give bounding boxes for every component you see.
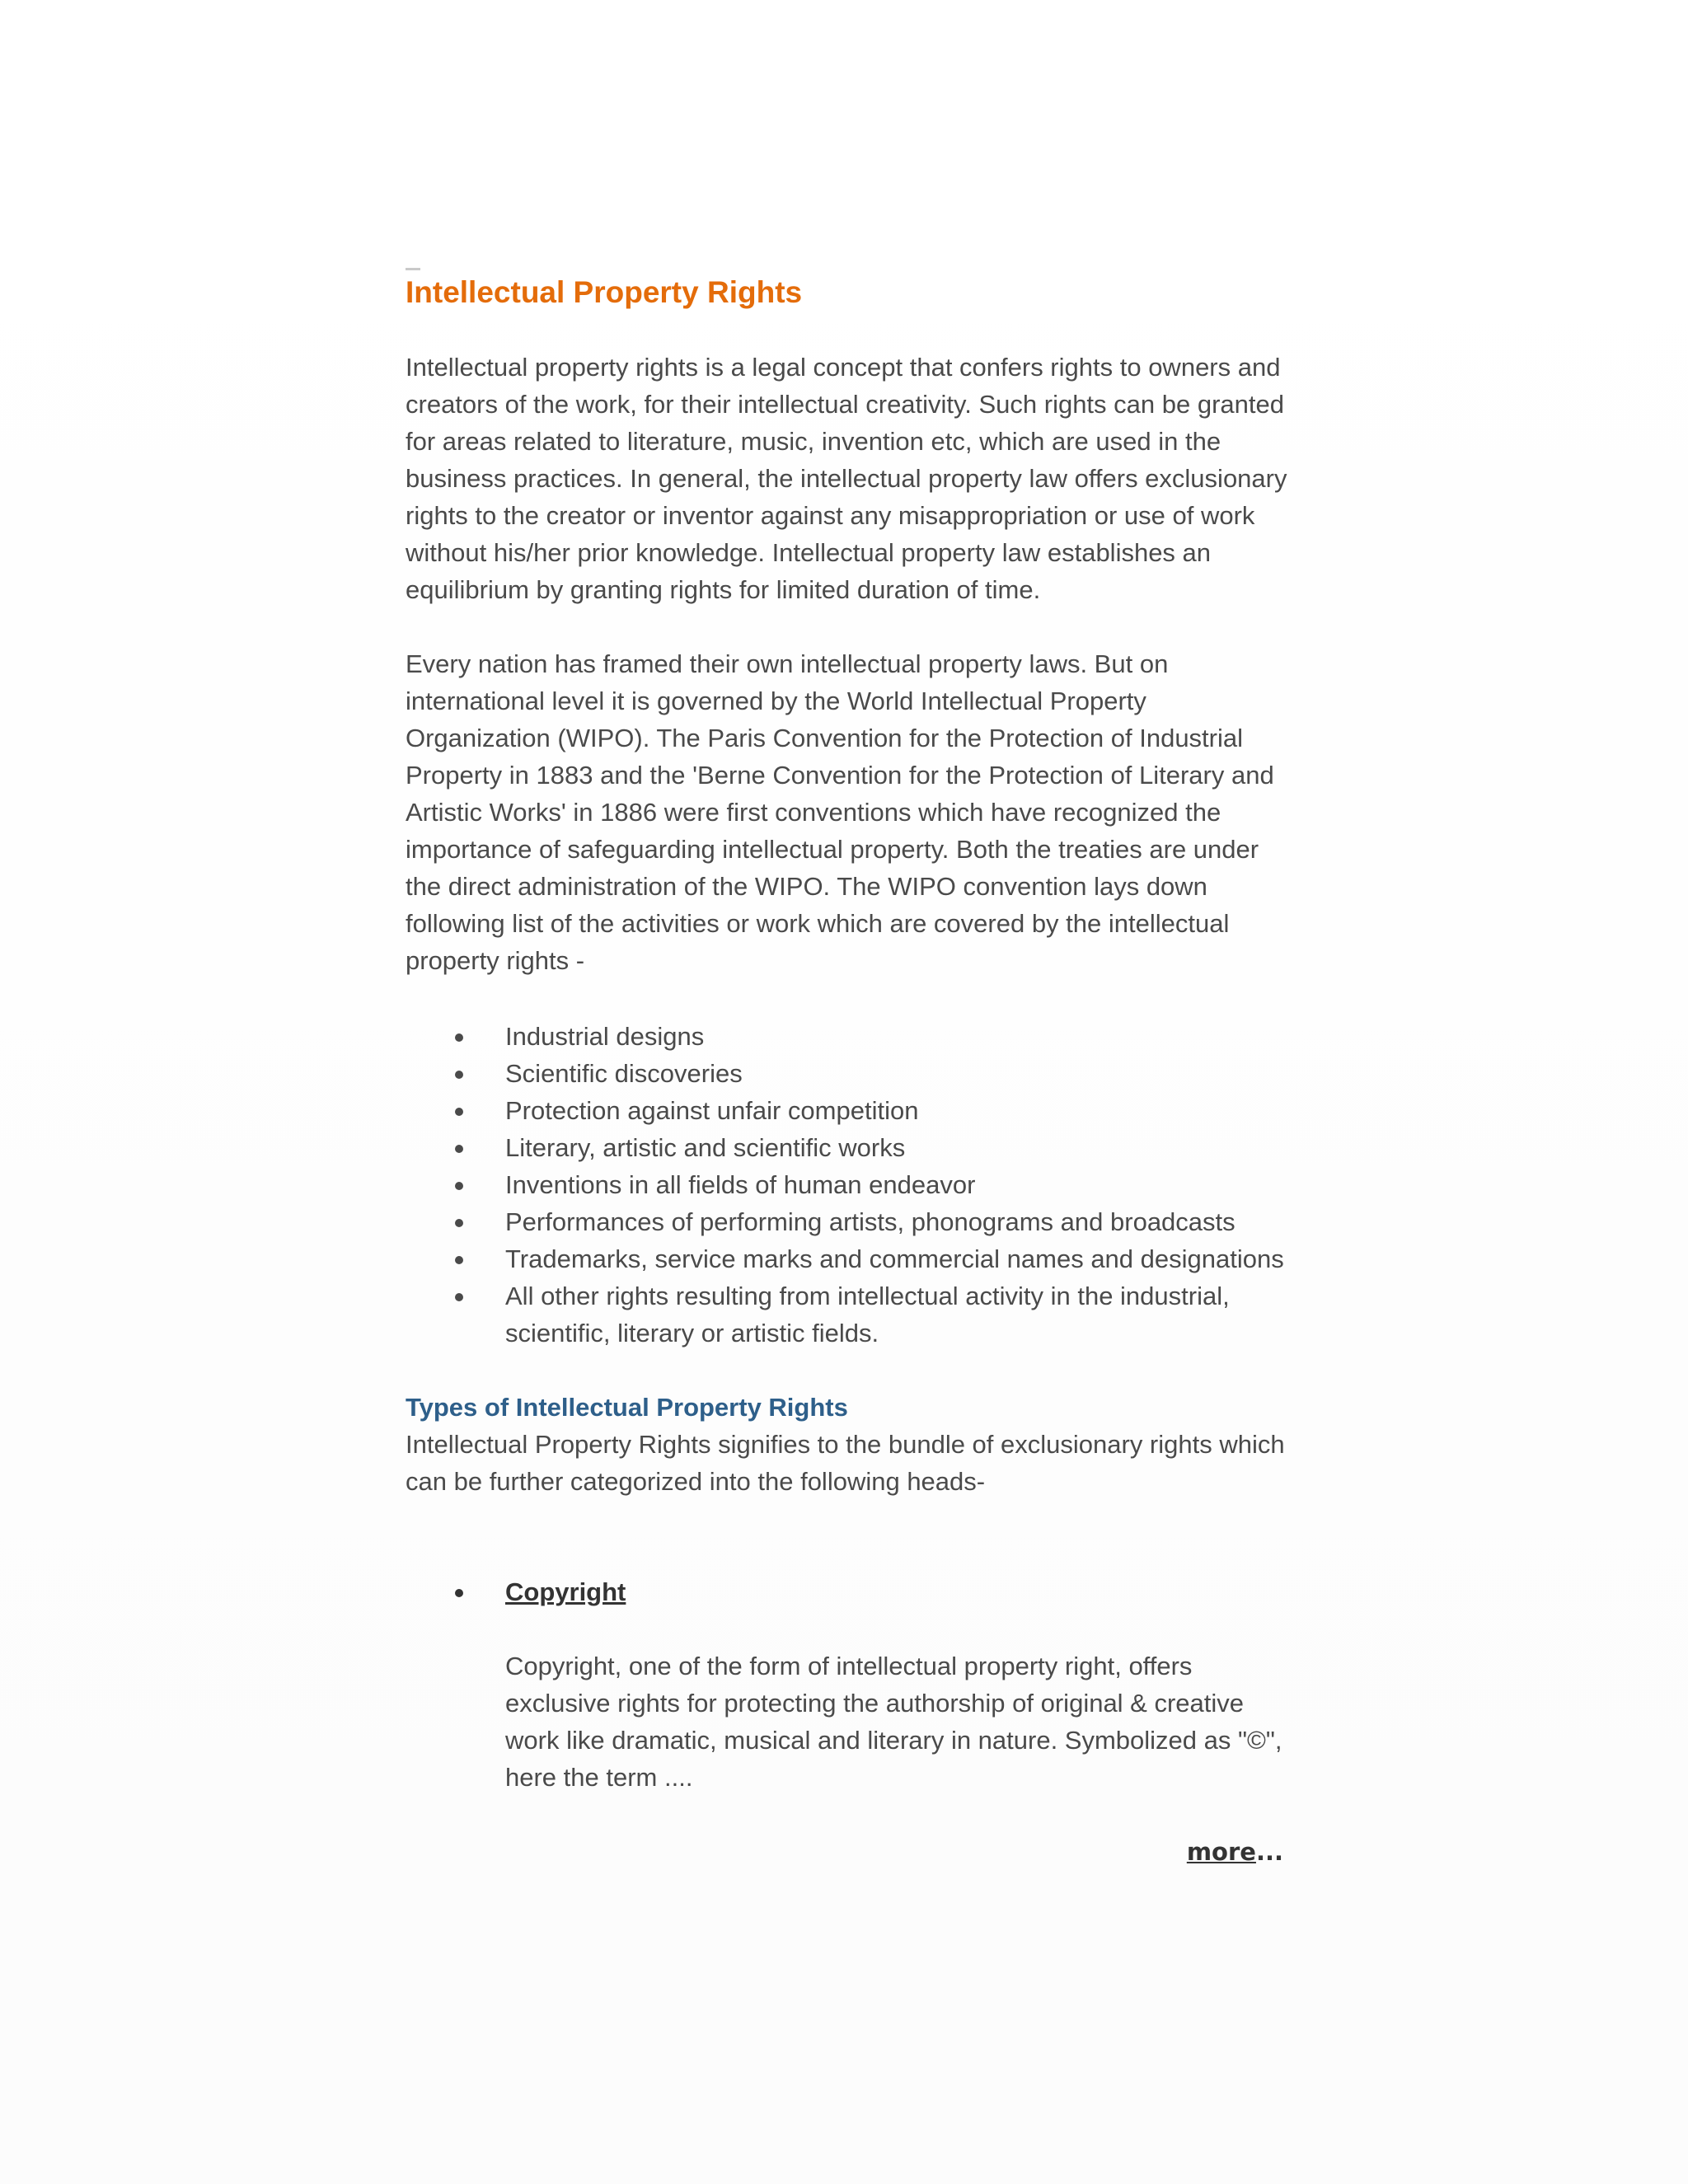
bullet-icon	[455, 1256, 463, 1264]
copyright-link[interactable]: Copyright	[505, 1577, 626, 1606]
list-item-label: Protection against unfair competition	[505, 1096, 919, 1125]
bullet-icon	[455, 1182, 463, 1190]
list-item	[406, 1203, 1296, 1240]
article-title: Intellectual Property Rights	[406, 275, 803, 309]
list-item-label: Performances of performing artists, phonograms and broadcasts	[505, 1207, 1236, 1236]
more-link[interactable]: more	[1186, 1838, 1256, 1866]
bullet-icon	[455, 1589, 463, 1597]
activities-list	[406, 1018, 1296, 1352]
bullet-icon	[455, 1071, 463, 1079]
list-item-label: All other rights resulting from intellectual activity in the industrial, scientific, literary or artistic fields.	[505, 1282, 1230, 1347]
types-heading: Types of Intellectual Property Rights	[406, 1393, 848, 1422]
list-item-label: Literary, artistic and scientific works	[505, 1133, 906, 1162]
bullet-icon	[455, 1145, 463, 1153]
types-list	[406, 1573, 1296, 1796]
intro-paragraph: Intellectual property rights is a legal concept that confers rights to owners and creators of the work, for their intellectual creativity. Such rights can be granted for areas related to literature, music, invention etc, which are used in the business practices. In general, the intellectual property law offers exclusionary rights to the creator or inventor against any misappropriation or use of work without his/her prior knowledge. Intellectual property law establishes an equilibrium by granting rights for limited duration of time.	[406, 353, 1287, 604]
list-item	[406, 1055, 1296, 1092]
list-item	[406, 1166, 1296, 1203]
list-item	[406, 1129, 1296, 1166]
type-item-copyright	[406, 1573, 1296, 1796]
list-item-label: Industrial designs	[505, 1022, 705, 1051]
bullet-icon	[455, 1033, 463, 1042]
types-intro-paragraph: Intellectual Property Rights signifies to the bundle of exclusionary rights which can be further categorized into the following heads-	[406, 1430, 1285, 1496]
copyright-description: Copyright, one of the form of intellectual property right, offers exclusive rights for protecting the authorship of original & creative work like dramatic, musical and literary in nature. Symbolized as "©", here the term ....	[505, 1652, 1282, 1792]
list-item-label: Inventions in all fields of human endeavor	[505, 1170, 976, 1199]
list-item	[406, 1092, 1296, 1129]
list-item-label: Scientific discoveries	[505, 1059, 743, 1088]
bullet-icon	[455, 1293, 463, 1301]
list-item	[406, 1277, 1296, 1352]
list-item	[406, 1240, 1296, 1277]
more-row	[406, 1835, 1283, 1868]
list-item	[406, 1018, 1296, 1055]
article-content	[406, 268, 1296, 1868]
more-ellipsis: ...	[1255, 1838, 1283, 1866]
bullet-icon	[455, 1108, 463, 1116]
bullet-icon	[455, 1219, 463, 1227]
list-item-label: Trademarks, service marks and commercial names and designations	[505, 1244, 1284, 1273]
wipo-paragraph: Every nation has framed their own intellectual property laws. But on international level it is governed by the World Intellectual Property Organization (WIPO). The Paris Convention for the Protection of Industrial Property in 1883 and the 'Berne Convention for the Protection of Literary and Artistic Works' in 1886 were first conventions which have recognized the importance of safeguarding intellectual property. Both the treaties are under the direct administration of the WIPO. The WIPO convention lays down following list of the activities or work which are covered by the intellectual property rights -	[406, 649, 1274, 975]
